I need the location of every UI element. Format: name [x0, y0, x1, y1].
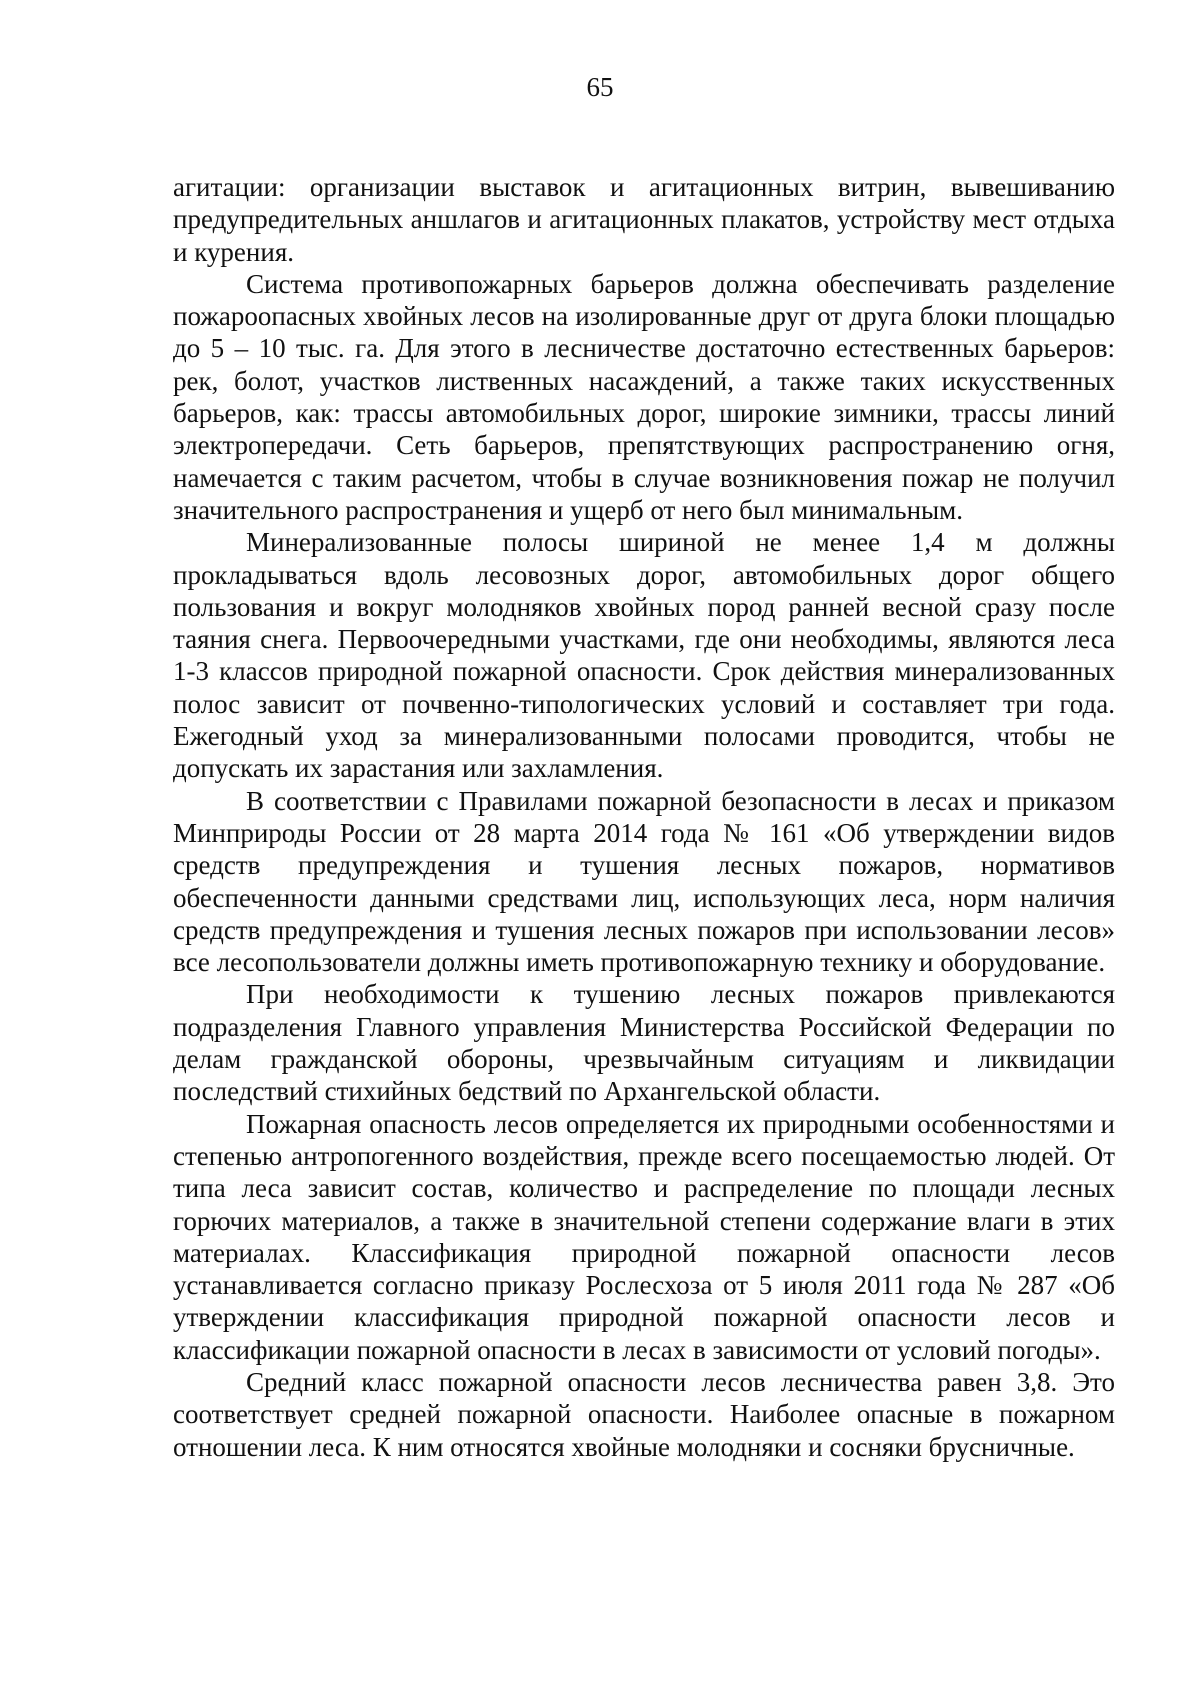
page-number: 65 [586, 72, 614, 102]
paragraph-continuation: агитации: организации выставок и агитационных витрин, вывешиванию предупредительных аншлагов и агитационных плакатов, устройству мест отдыха и курения. [173, 172, 1115, 267]
paragraph-fire-barriers: Система противопожарных барьеров должна обеспечивать разделение пожароопасных хвойных лесов на изолированные друг от друга блоки площадью до 5 – 10 тыс. га. Для этого в лесничестве достаточно естественных барьеров: рек, болот, участков лиственных насаждений, а также таких искусственных барьеров, как: трассы автомобильных дорог, широкие зимники, трассы линий электропередачи. Сеть барьеров, препятствующих распространению огня, намечается с таким расчетом, чтобы в случае возникновения пожар не получил значительного распространения и ущерб от него был минимальным. [173, 268, 1115, 525]
paragraph-average-fire-class: Средний класс пожарной опасности лесов лесничества равен 3,8. Это соответствует средней пожарной опасности. Наиболее опасные в пожарном отношении леса. К ним относятся хвойные молодняки и сосняки брусничные. [173, 1366, 1115, 1462]
paragraph-emergency-services: При необходимости к тушению лесных пожаров привлекаются подразделения Главного управления Министерства Российской Федерации по делам гражданской обороны, чрезвычайным ситуациям и ликвидации последствий стихийных бедствий по Архангельской области. [173, 979, 1115, 1107]
paragraph-fire-danger-classification: Пожарная опасность лесов определяется их природными особенностями и степенью антропогенного воздействия, прежде всего посещаемостью людей. От типа леса зависит состав, количество и распределение по площади лесных горючих материалов, а также в значительной степени содержание влаги в этих материалах. Классификация природной пожарной опасности лесов устанавливается согласно приказу Рослесхоза от 5 июля 2011 года № 287 «Об утверждении классификация природной пожарной опасности лесов и классификации пожарной опасности в лесах в зависимости от условий погоды». [173, 1108, 1115, 1365]
paragraph-mineralized-strips: Минерализованные полосы шириной не менее 1,4 м должны прокладываться вдоль лесовозных дорог, автомобильных дорог общего пользования и вокруг молодняков хвойных пород ранней весной сразу после таяния снега. Первоочередными участками, где они необходимы, являются леса 1-3 классов природной пожарной опасности. Срок действия минерализованных полос зависит от почвенно-типологических условий и составляет три года. Ежегодный уход за минерализованными полосами проводится, чтобы не допускать их зарастания или захламления. [173, 527, 1115, 784]
paragraph-fire-safety-rules: В соответствии с Правилами пожарной безопасности в лесах и приказом Минприроды России от 28 марта 2014 года № 161 «Об утверждении видов средств предупреждения и тушения лесных пожаров, нормативов обеспеченности данными средствами лиц, использующих леса, норм наличия средств предупреждения и тушения лесных пожаров при использовании лесов» все лесопользователи должны иметь противопожарную технику и оборудование. [173, 785, 1115, 978]
body-text [173, 171, 1115, 1463]
